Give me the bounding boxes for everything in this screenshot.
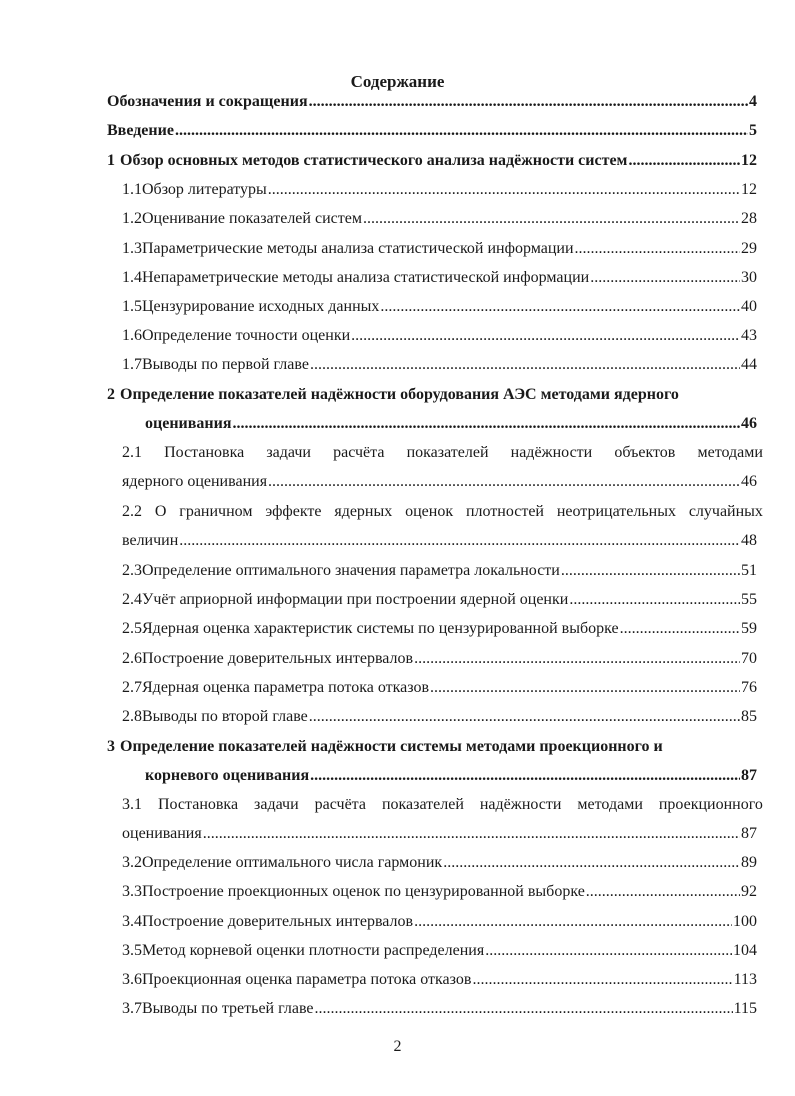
toc-entry-text: Обзор основных методов статистического анализа надёжности систем bbox=[120, 152, 628, 169]
toc-page-number: 40 bbox=[741, 298, 757, 315]
toc-page-number: 48 bbox=[741, 532, 757, 549]
section-number: 1.1 bbox=[122, 181, 142, 198]
toc-chapter-1[interactable] bbox=[107, 151, 757, 171]
toc-word: методами bbox=[577, 796, 643, 813]
toc-section-2-8[interactable] bbox=[122, 707, 757, 727]
toc-entry-text: Выводы по первой главе bbox=[142, 356, 309, 373]
toc-section-1-5[interactable] bbox=[122, 297, 757, 317]
toc-page-number: 70 bbox=[741, 650, 757, 667]
dot-leader bbox=[569, 590, 740, 610]
toc-section-2-1-line-2[interactable] bbox=[122, 472, 757, 492]
toc-page-number: 89 bbox=[741, 854, 757, 871]
dot-leader bbox=[309, 92, 748, 112]
toc-section-2-3[interactable] bbox=[122, 561, 757, 581]
toc-page-number: 100 bbox=[733, 913, 757, 930]
section-number: 3.2 bbox=[122, 854, 142, 871]
dot-leader bbox=[561, 561, 740, 581]
toc-section-2-7[interactable] bbox=[122, 678, 757, 698]
toc-section-1-2[interactable] bbox=[122, 209, 757, 229]
toc-section-1-6[interactable] bbox=[122, 326, 757, 346]
section-number: 1.6 bbox=[122, 327, 142, 344]
dot-leader bbox=[628, 151, 740, 171]
toc-page-number: 28 bbox=[741, 210, 757, 227]
dot-leader bbox=[268, 472, 740, 492]
toc-chapter-2-line-2[interactable] bbox=[145, 414, 757, 434]
section-number: 1.5 bbox=[122, 298, 142, 315]
toc-entry-text: оценивания bbox=[122, 825, 202, 842]
toc-page-number: 4 bbox=[749, 93, 757, 110]
dot-leader bbox=[472, 970, 732, 990]
toc-entry-text: Ядерная оценка характеристик системы по цензурированной выборке bbox=[142, 620, 619, 637]
dot-leader bbox=[175, 121, 748, 141]
toc-section-3-6[interactable] bbox=[122, 970, 757, 990]
toc-entry-text: Определение показателей надёжности оборудования АЭС методами ядерного bbox=[120, 386, 679, 403]
toc-page-number: 76 bbox=[741, 679, 757, 696]
toc-entry-text: Параметрические методы анализа статистической информации bbox=[142, 240, 574, 257]
toc-word: расчёта bbox=[333, 444, 385, 461]
toc-word: объектов bbox=[614, 444, 676, 461]
section-number: 3.3 bbox=[122, 883, 142, 900]
dot-leader bbox=[310, 766, 740, 786]
toc-section-2-4[interactable] bbox=[122, 590, 757, 610]
toc-section-3-4[interactable] bbox=[122, 912, 757, 932]
toc-word: Постановка bbox=[164, 444, 245, 461]
toc-title: Содержание bbox=[350, 72, 445, 91]
section-number: 2.8 bbox=[122, 708, 142, 725]
toc-word: показателей bbox=[381, 796, 464, 813]
toc-entry-text: Построение доверительных интервалов bbox=[142, 650, 414, 667]
toc-section-1-4[interactable] bbox=[122, 268, 757, 288]
toc-entry-text: Построение доверительных интервалов bbox=[142, 913, 414, 930]
toc-entry-introduction[interactable] bbox=[107, 121, 757, 141]
section-number: 2.1 bbox=[122, 444, 142, 461]
toc-entry-text: Проекционная оценка параметра потока отказов bbox=[142, 971, 472, 988]
toc-entry-text: Непараметрические методы анализа статистической информации bbox=[142, 269, 590, 286]
chapter-number: 2 bbox=[107, 386, 115, 403]
toc-section-3-7[interactable] bbox=[122, 999, 757, 1019]
toc-word: методами bbox=[697, 444, 763, 461]
toc-word: случайных bbox=[688, 503, 763, 520]
dot-leader bbox=[620, 619, 740, 639]
toc-word: задачи bbox=[254, 796, 299, 813]
toc-entry-text: Определение показателей надёжности системы методами проекционного и bbox=[120, 738, 663, 755]
toc-section-2-2-line-1[interactable] bbox=[122, 502, 763, 522]
toc-word: О bbox=[154, 503, 167, 520]
dot-leader bbox=[203, 824, 740, 844]
toc-entry-text: Цензурирование исходных данных bbox=[142, 298, 380, 315]
toc-word: проекционного bbox=[658, 796, 763, 813]
page-number: 2 bbox=[393, 1038, 402, 1055]
toc-section-3-1-line-1[interactable] bbox=[122, 795, 763, 815]
toc-section-1-1[interactable] bbox=[122, 180, 757, 200]
toc-page-number: 113 bbox=[733, 971, 757, 988]
toc-entry-text: Обзор литературы bbox=[142, 181, 267, 198]
toc-section-1-3[interactable] bbox=[122, 239, 757, 259]
dot-leader bbox=[179, 531, 740, 551]
toc-page-number: 12 bbox=[741, 152, 757, 169]
dot-leader bbox=[575, 239, 740, 259]
section-number: 2.2 bbox=[122, 503, 142, 520]
dot-leader bbox=[590, 268, 740, 288]
section-number: 3.7 bbox=[122, 1000, 142, 1017]
section-number: 2.5 bbox=[122, 620, 142, 637]
toc-section-3-3[interactable] bbox=[122, 882, 757, 902]
toc-page-number: 44 bbox=[741, 356, 757, 373]
dot-leader bbox=[485, 941, 732, 961]
toc-entry-text: величин bbox=[122, 532, 179, 549]
section-number: 1.4 bbox=[122, 269, 142, 286]
toc-section-1-7[interactable] bbox=[122, 355, 757, 375]
toc-page-number: 12 bbox=[741, 181, 757, 198]
toc-chapter-3-line-1[interactable] bbox=[107, 737, 757, 757]
toc-entry-text: Оценивание показателей систем bbox=[142, 210, 362, 227]
toc-page-number: 87 bbox=[741, 825, 757, 842]
toc-page-number: 43 bbox=[741, 327, 757, 344]
toc-word: Постановка bbox=[157, 796, 239, 813]
toc-word: неотрицательных bbox=[556, 503, 676, 520]
toc-chapter-2-line-1[interactable] bbox=[107, 385, 757, 405]
dot-leader bbox=[430, 678, 740, 698]
toc-entry-text: Построение проекционных оценок по цензурированной выборке bbox=[142, 883, 585, 900]
toc-entry-text: Выводы по второй главе bbox=[142, 708, 308, 725]
toc-page-number: 46 bbox=[741, 415, 757, 432]
dot-leader bbox=[233, 414, 741, 434]
dot-leader bbox=[414, 912, 732, 932]
toc-word: надёжности bbox=[479, 796, 562, 813]
toc-entry-text: Выводы по третьей главе bbox=[142, 1000, 314, 1017]
section-number: 2.4 bbox=[122, 591, 142, 608]
dot-leader bbox=[380, 297, 740, 317]
toc-word: эффекте bbox=[265, 503, 322, 520]
dot-leader bbox=[315, 999, 733, 1019]
section-number: 1.2 bbox=[122, 210, 142, 227]
toc-page-number: 104 bbox=[733, 942, 757, 959]
toc-entry-text: ядерного оценивания bbox=[122, 473, 268, 490]
toc-page-number: 59 bbox=[741, 620, 757, 637]
toc-entry-text: Введение bbox=[107, 122, 174, 139]
toc-word: граничном bbox=[179, 503, 253, 520]
section-number: 2.6 bbox=[122, 650, 142, 667]
toc-page-number: 85 bbox=[741, 708, 757, 725]
toc-page-number: 30 bbox=[741, 269, 757, 286]
toc-word: оценок bbox=[405, 503, 454, 520]
section-number: 2.7 bbox=[122, 679, 142, 696]
section-number: 1.3 bbox=[122, 240, 142, 257]
toc-entry-text: Ядерная оценка параметра потока отказов bbox=[142, 679, 430, 696]
toc-entry-text: Определение оптимального числа гармоник bbox=[142, 854, 443, 871]
toc-section-3-5[interactable] bbox=[122, 941, 757, 961]
toc-entry-text: оценивания bbox=[145, 415, 232, 432]
dot-leader bbox=[363, 209, 740, 229]
toc-section-3-1-line-2[interactable] bbox=[122, 824, 757, 844]
toc-page-number: 29 bbox=[741, 240, 757, 257]
toc-entry-text: Определение оптимального значения параметра локальности bbox=[142, 562, 560, 579]
toc-word: плотностей bbox=[465, 503, 544, 520]
toc-section-2-5[interactable] bbox=[122, 619, 757, 639]
dot-leader bbox=[586, 882, 740, 902]
toc-section-2-1-line-1[interactable] bbox=[122, 443, 763, 463]
dot-leader bbox=[443, 853, 740, 873]
toc-page-number: 5 bbox=[749, 122, 757, 139]
toc-entry-text: Обозначения и сокращения bbox=[107, 93, 308, 110]
dot-leader bbox=[310, 355, 740, 375]
toc-page-number: 51 bbox=[741, 562, 757, 579]
toc-entry-text: корневого оценивания bbox=[145, 767, 310, 784]
toc-word: надёжности bbox=[510, 444, 593, 461]
section-number: 3.1 bbox=[122, 796, 142, 813]
toc-word: показателей bbox=[406, 444, 489, 461]
dot-leader bbox=[414, 649, 740, 669]
dot-leader bbox=[268, 180, 740, 200]
toc-word: задачи bbox=[266, 444, 311, 461]
toc-section-2-2-line-2[interactable] bbox=[122, 531, 757, 551]
toc-section-3-2[interactable] bbox=[122, 853, 757, 873]
toc-page-number: 92 bbox=[741, 883, 757, 900]
toc-page-number: 87 bbox=[741, 767, 757, 784]
chapter-number: 1 bbox=[107, 152, 115, 169]
dot-leader bbox=[309, 707, 740, 727]
toc-page-number: 46 bbox=[741, 473, 757, 490]
toc-entry-abbreviations[interactable] bbox=[107, 92, 757, 112]
toc-word: ядерных bbox=[334, 503, 393, 520]
toc-section-2-6[interactable] bbox=[122, 649, 757, 669]
section-number: 1.7 bbox=[122, 356, 142, 373]
section-number: 3.5 bbox=[122, 942, 142, 959]
toc-entry-text: Определение точности оценки bbox=[142, 327, 351, 344]
toc-page-number: 115 bbox=[733, 1000, 757, 1017]
toc-entry-text: Учёт априорной информации при построении ядерной оценки bbox=[142, 591, 569, 608]
section-number: 3.6 bbox=[122, 971, 142, 988]
dot-leader bbox=[351, 326, 740, 346]
toc-entry-text: Метод корневой оценки плотности распределения bbox=[142, 942, 485, 959]
toc-page-number: 55 bbox=[741, 591, 757, 608]
section-number: 2.3 bbox=[122, 562, 142, 579]
section-number: 3.4 bbox=[122, 913, 142, 930]
toc-word: расчёта bbox=[314, 796, 366, 813]
toc-chapter-3-line-2[interactable] bbox=[145, 766, 757, 786]
chapter-number: 3 bbox=[107, 738, 115, 755]
